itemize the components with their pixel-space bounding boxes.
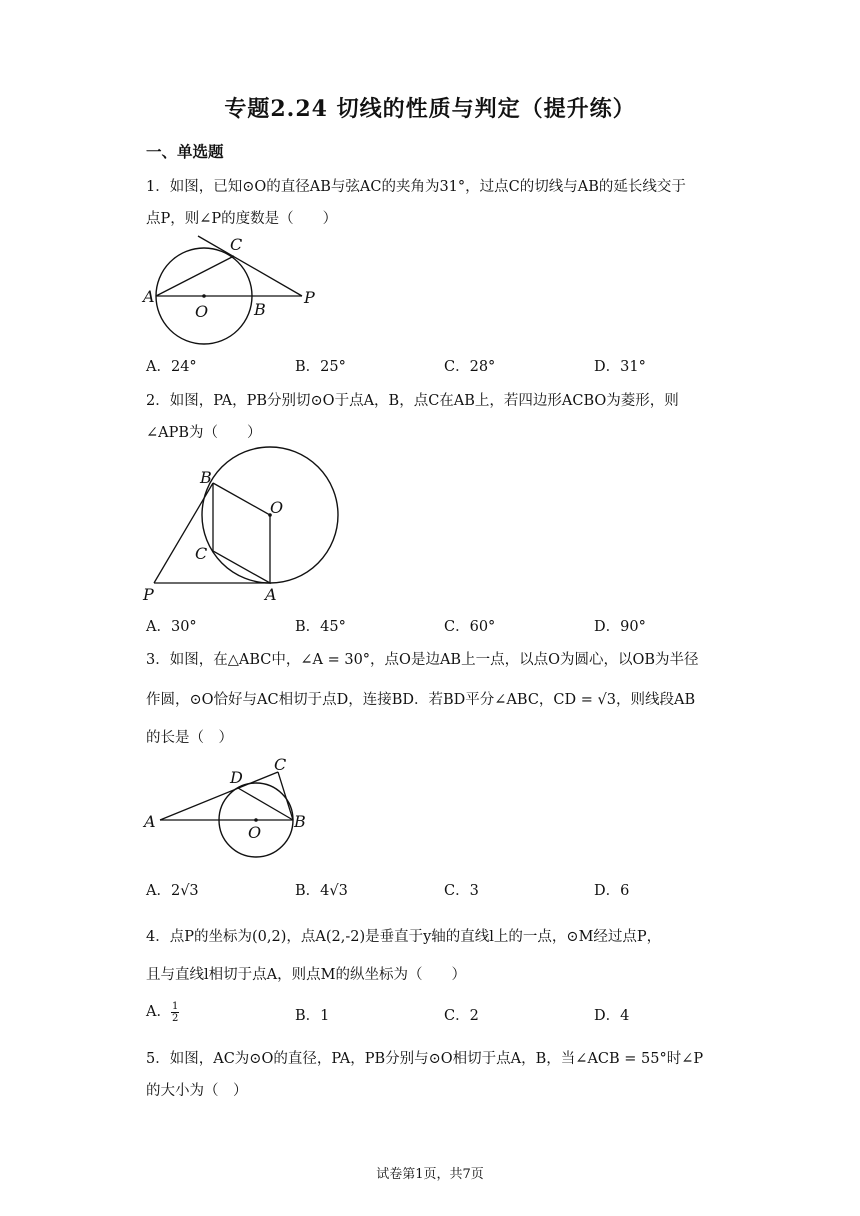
q3-label-d: D xyxy=(230,768,243,787)
q2-label-o: O xyxy=(270,498,284,517)
q4-text-line1: 4．点P的坐标为(0,2)，点A(2,-2)是垂直于y轴的直线l上的一点，⊙M经过点P， xyxy=(146,929,662,945)
page-title: 专题2.24 切线的性质与判定（提升练） xyxy=(224,96,636,122)
q4-option-a xyxy=(146,1000,179,1024)
q3-option-a: A．2√3 xyxy=(146,883,199,899)
q5-text-line2: 的大小为（ ） xyxy=(146,1083,248,1099)
q1-label-p: P xyxy=(304,288,315,307)
q1-label-a: A xyxy=(143,287,155,306)
q1-label-b: B xyxy=(254,300,266,319)
q1-option-b: B．25° xyxy=(295,359,346,375)
q2-figure xyxy=(140,445,340,605)
q1-text-line1: 1．如图，已知⊙O的直径AB与弦AC的夹角为31°，过点C的切线与AB的延长线交于 xyxy=(146,179,686,195)
page-footer: 试卷第1页，共7页 xyxy=(376,1167,484,1182)
q2-option-a: A．30° xyxy=(146,619,197,635)
q4-option-b: B．1 xyxy=(295,1008,330,1024)
q3-figure xyxy=(140,752,330,867)
q3-label-o: O xyxy=(248,823,262,842)
q2-label-a: A xyxy=(265,585,277,604)
q2-option-c: C．60° xyxy=(444,619,496,635)
q4-option-c: C．2 xyxy=(444,1008,479,1024)
q3-text-line1: 3．如图，在△ABC中，∠A = 30°，点O是边AB上一点，以点O为圆心，以OB为半径 xyxy=(146,652,699,668)
q3-option-d: D．6 xyxy=(594,883,630,899)
q1-option-a: A．24° xyxy=(146,359,197,375)
q3-option-b: B．4√3 xyxy=(295,883,348,899)
section-heading: 一、单选题 xyxy=(146,142,224,161)
q2-text-line1: 2．如图，PA，PB分别切⊙O于点A，B，点C在AB上，若四边形ACBO为菱形，则 xyxy=(146,393,679,409)
q1-label-o: O xyxy=(195,302,209,321)
q2-label-b: B xyxy=(200,468,212,487)
q4-fraction-numerator: 1 xyxy=(171,1000,179,1012)
q4-text-line2: 且与直线l相切于点A，则点M的纵坐标为（ ） xyxy=(146,967,466,983)
q4-option-d: D．4 xyxy=(594,1008,630,1024)
q3-label-a: A xyxy=(144,812,156,831)
q2-text-line2: ∠APB为（ ） xyxy=(146,425,262,441)
q1-option-d: D．31° xyxy=(594,359,646,375)
q3-label-c: C xyxy=(274,755,287,774)
q3-text-line2: 作圆，⊙O恰好与AC相切于点D，连接BD．若BD平分∠ABC，CD = √3，则线段AB xyxy=(146,692,696,708)
q1-option-c: C．28° xyxy=(444,359,496,375)
q1-figure xyxy=(140,230,330,350)
q3-label-b: B xyxy=(294,812,306,831)
q2-option-b: B．45° xyxy=(295,619,346,635)
q4-fraction-denominator: 2 xyxy=(171,1012,179,1024)
q2-label-c: C xyxy=(195,544,208,563)
q5-text-line1: 5．如图，AC为⊙O的直径，PA，PB分别与⊙O相切于点A，B，当∠ACB = 55°时∠P xyxy=(146,1051,704,1067)
q4-option-a-prefix: A． xyxy=(146,1004,171,1020)
q1-label-c: C xyxy=(230,235,243,254)
q2-option-d: D．90° xyxy=(594,619,646,635)
q3-option-c: C．3 xyxy=(444,883,479,899)
q1-text-line2: 点P，则∠P的度数是（ ） xyxy=(146,211,338,227)
q3-text-line3: 的长是（ ） xyxy=(146,730,233,746)
q2-label-p: P xyxy=(143,585,154,604)
q4-option-a-fraction xyxy=(171,1001,179,1024)
